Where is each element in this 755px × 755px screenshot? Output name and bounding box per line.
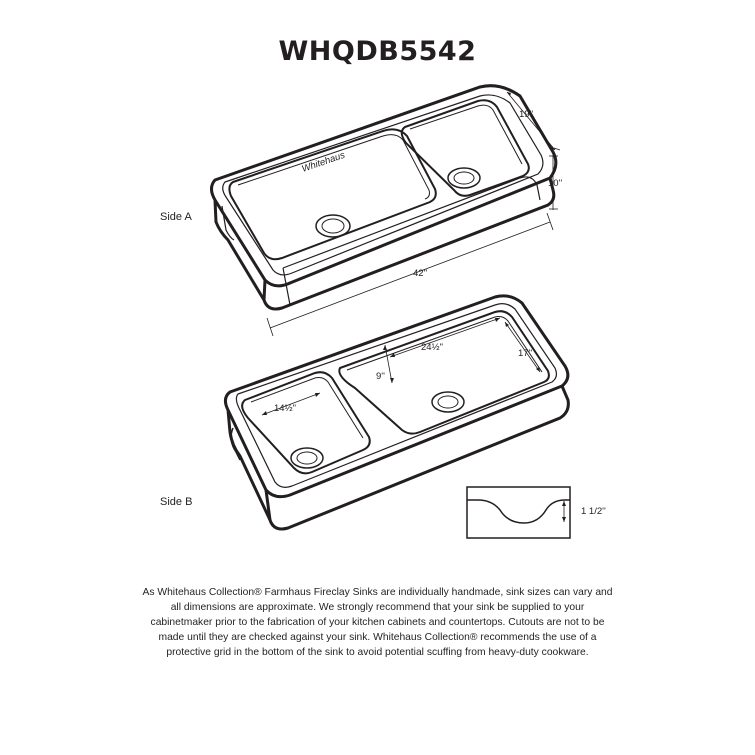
side-b-label: Side B <box>160 496 193 508</box>
dim-small-bowl: 14½'' <box>274 403 297 414</box>
rim-profile-detail <box>467 487 606 538</box>
side-a-label: Side A <box>160 211 192 223</box>
dim-rim-profile: 1 1/2'' <box>581 506 606 517</box>
side-a-sink-drawing <box>212 86 556 309</box>
disclaimer-text: As Whitehaus Collection® Farmhaus Fireclay Sinks are individually handmade, sink sizes can vary and all dimensions are approximate. We strongly recommend that your sink be supplied to your cabinetmaker prior to the fabrication of your kitchen cabinets and countertops. Cutouts are not to be made until they are checked against your sink. Whitehaus Collection® recommends the use of a protective grid in the bottom of the sink to avoid potential scuffing from heavy-duty cookware. <box>142 587 613 658</box>
dim-large-bowl-width: 17'' <box>518 348 533 359</box>
dim-depth: 19'' <box>519 109 534 120</box>
brand-logo: Whitehaus <box>300 149 347 175</box>
dim-large-bowl-depth: 9'' <box>376 371 385 382</box>
dim-length: 42'' <box>413 268 428 279</box>
dim-large-bowl-length: 24½'' <box>421 342 444 353</box>
dim-height: 10'' <box>548 178 563 189</box>
product-title: WHQDB5542 <box>278 36 477 67</box>
